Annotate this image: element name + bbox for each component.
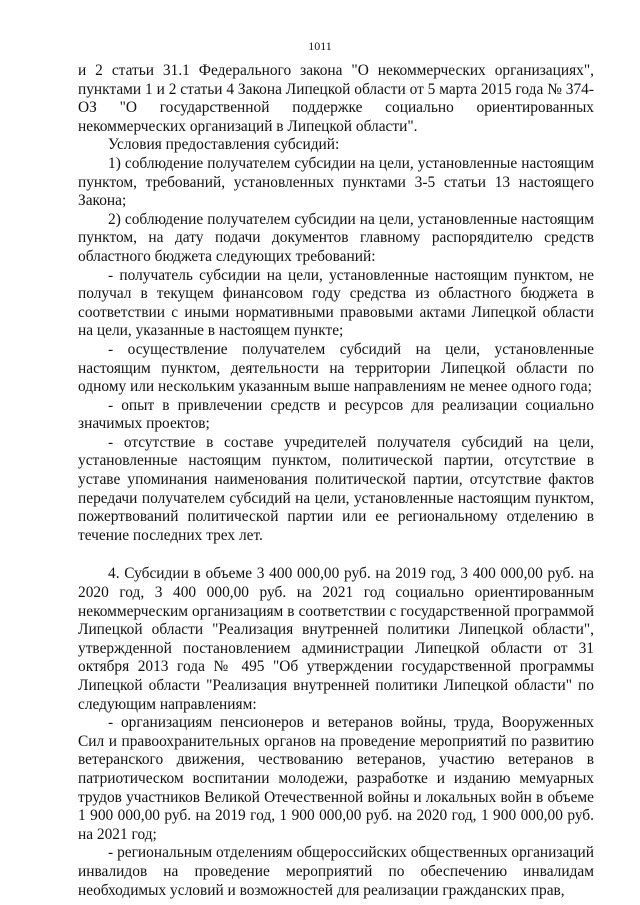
paragraph-requirement-funds: - получатель субсидии на цели, установленные настоящим пунктом, не получал в текущем финансовом году средства из областного бюджета в соответствии с иными нормативными правовыми актами Липецкой области на цели, указанные в настоящем пункте;: [78, 266, 594, 340]
paragraph-disabled: - региональным отделениям общероссийских общественных организаций инвалидов на проведение мероприятий по обеспечению инвалидам необходимых условий и возможностей для реализации гражданских прав,: [78, 844, 594, 899]
document-body: [78, 62, 594, 900]
paragraph-item-4: 4. Субсидии в объеме 3 400 000,00 руб. на 2019 год, 3 400 000,00 руб. на 2020 год, 3 400 000,00 руб. на 2021 год социально ориентированным некоммерческим организациям в соответствии с государственной программой Липецкой области "Реализация внутренней политики Липецкой области", утвержденной постановлением администрации Липецкой области от 31 октября 2013 года № 495 "Об утверждении государственной программы Липецкой области "Реализация внутренней политики Липецкой области" по следующим направлениям:: [78, 565, 594, 713]
paragraph-requirement-experience: - опыт в привлечении средств и ресурсов для реализации социально значимых проектов;: [78, 396, 594, 433]
paragraph-condition-2: 2) соблюдение получателем субсидии на цели, установленные настоящим пунктом, на дату подачи документов главному распорядителю средств областного бюджета следующих требований:: [78, 210, 594, 265]
page-number: 1011: [308, 39, 332, 53]
paragraph-veterans: - организациям пенсионеров и ветеранов войны, труда, Вооруженных Сил и правоохранительных органов на проведение мероприятий по развитию ветеранского движения, чествованию ветеранов, участию ветеранов в патриотическом воспитании молодежи, разработке и изданию мемуарных трудов участников Великой Отечественной войны и локальных войн в объеме 1 900 000,00 руб. на 2019 год, 1 900 000,00 руб. на 2020 год, 1 900 000,00 руб. на 2021 год;: [78, 714, 594, 843]
paragraph-legal-basis: и 2 статьи 31.1 Федерального закона "О некоммерческих организациях", пунктами 1 и 2 статьи 4 Закона Липецкой области от 5 марта 2015 года № 374-ОЗ "О государственной поддержке социально ориентированных некоммерческих организаций в Липецкой области".: [78, 62, 594, 135]
paragraph-conditions-heading: Условия предоставления субсидий:: [108, 136, 340, 154]
paragraph-requirement-activity: - осуществление получателем субсидий на цели, установленные настоящим пунктом, деятельности на территории Липецкой области по одному или нескольким указанным выше направлениям не менее одного года;: [78, 340, 594, 396]
paragraph-requirement-political: - отсутствие в составе учредителей получателя субсидий на цели, установленные настоящим пунктом, политической партии, отсутствие в уставе упоминания наименования политической партии, отсутствие фактов передачи получателем субсидий на цели, установленные настоящим пунктом, пожертвований политической партии или ее региональному отделению в течение последних трех лет.: [78, 433, 594, 544]
paragraph-condition-1: 1) соблюдение получателем субсидии на цели, установленные настоящим пунктом, требований, установленных пунктами 3-5 статьи 13 настоящего Закона;: [78, 154, 594, 210]
